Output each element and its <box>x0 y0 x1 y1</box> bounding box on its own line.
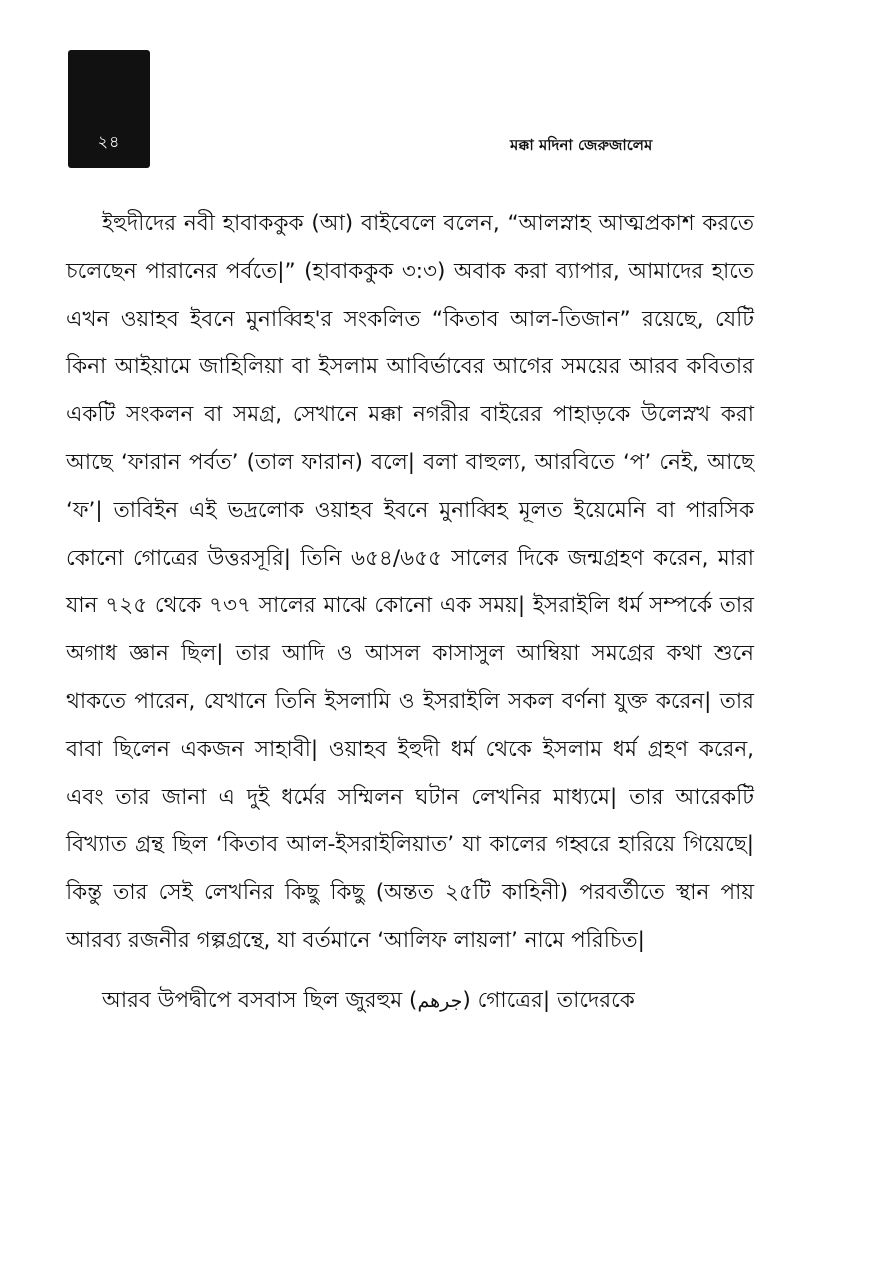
page-number-tab <box>68 50 150 168</box>
paragraph-2-text-after: ) গোত্রের| তাদেরকে <box>462 987 635 1013</box>
paragraph-1: ইহুদীদের নবী হাবাককুক (আ) বাইবেলে বলেন, “আলস্নাহ আত্মপ্রকাশ করতে চলেছেন পারানের পর্বতে|” (হাবাককুক ৩:৩) অবাক করা ব্যাপার, আমাদের হাতে এখন ওয়াহব ইবনে মুনাব্বিহ'র সংকলিত “কিতাব আল-তিজান” রয়েছে, যেটি কিনা আইয়ামে জাহিলিয়া বা ইসলাম আবির্ভাবের আগের সময়ের আরব কবিতার একটি সংকলন বা সমগ্র, সেখানে মক্কা নগরীর বাইরের পাহাড়কে উলেস্নখ করা আছে ‘ফারান পর্বত’ (তাল ফারান) বলে| বলা বাহুল্য, আরবিতে ‘প’ নেই, আছে ‘ফ’| তাবিইন এই ভদ্রলোক ওয়াহব ইবনে মুনাব্বিহ মূলত ইয়েমেনি বা পারসিক কোনো গোত্রের উত্তরসূরি| তিনি ৬৫৪/৬৫৫ সালের দিকে জন্মগ্রহণ করেন, মারা যান ৭২৫ থেকে ৭৩৭ সালের মাঝে কোনো এক সময়| ইসরাইলি ধর্ম সম্পর্কে তার অগাধ জ্ঞান ছিল| তার আদি ও আসল কাসাসুল আম্বিয়া সমগ্রের কথা শুনে থাকতে পারেন, যেখানে তিনি ইসলামি ও ইসরাইলি সকল বর্ণনা যুক্ত করেন| তার বাবা ছিলেন একজন সাহাবী| ওয়াহব ইহুদী ধর্ম থেকে ইসলাম ধর্ম গ্রহণ করেন, এবং তার জানা এ দুই ধর্মের সম্মিলন ঘটান লেখনির মাধ্যমে| তার আরেকটি বিখ্যাত গ্রন্থ ছিল ‘কিতাব আল-ইসরাইলিয়াত’ যা কালের গহ্বরে হারিয়ে গিয়েছে| কিন্তু তার সেই লেখনির কিছু কিছু (অন্তত ২৫টি কাহিনী) পরবর্তীতে স্থান পায় আরব্য রজনীর গল্পগ্রন্থে, যা বর্তমানে ‘আলিফ লায়লা’ নামে পরিচিত| <box>66 211 754 953</box>
body-text <box>66 200 754 1026</box>
paragraph-2 <box>66 977 754 1026</box>
page-number: ২৪ <box>97 132 121 151</box>
running-header: মক্কা মদিনা জেরুজালেম <box>510 136 653 154</box>
paragraph-2-text-before: আরব উপদ্বীপে বসবাস ছিল জুরহুম ( <box>102 987 418 1013</box>
arabic-word: جرهم <box>417 989 463 1012</box>
